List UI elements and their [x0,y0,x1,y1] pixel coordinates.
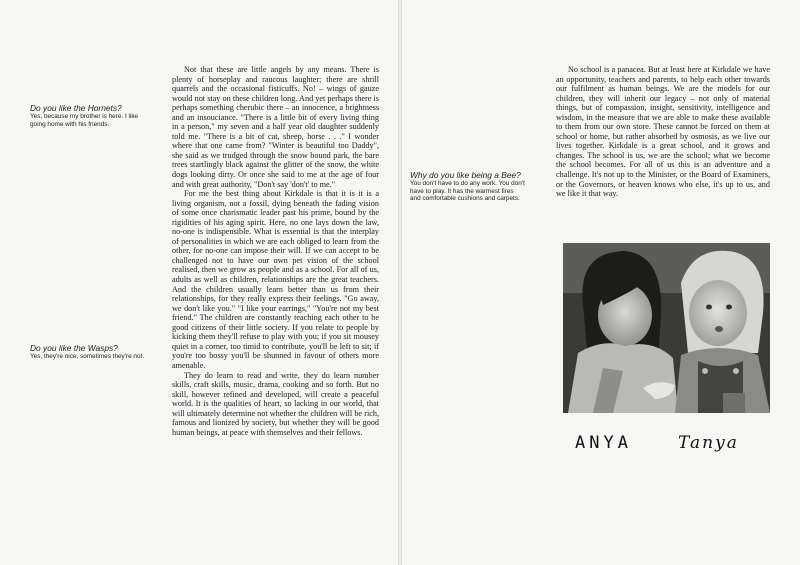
sidebar-hornets [30,103,145,128]
left-body-text [172,65,379,437]
sidebar-question: Do you like the Wasps? [30,343,118,353]
paragraph: No school is a panacea. But at least here at Kirkdale we have an opportunity, teachers and parents, to help each other towards our fulfilment as human beings. We are the models for our children, they will inherit our legacy – not only of material things, but of compassion, insight, sensitivity, intelligence and wisdom, in the measure that we are able to make these available to them from our own store. These cannot be forced on them at school or home, but rather absorbed by osmosis, as we live our lives together. Kirkdale is a great school, and it grows and changes. The school is us, we are the school; what we become the school becomes. For all of us this is an adventure and a challenge. It's not up to the Minister, or the Board of Examiners, or the Governors, or heaven knows who else, it's up to us, and we like it that way. [556,65,770,199]
paragraph: Not that these are little angels by any means. There is plenty of horseplay and raucous laughter; there are shrill quarrels and the occasional fisticuffs. No! – wings of gauze would not stay on these children long. And yet perhaps there is perhaps something cherubic there – an innocence, a brightness and an insouciance. "There is a little bit of every living thing in a person," my seven and a half year old daughter suddenly told me. "There is a bit of cat, sheep, horse . . ." I wonder where that one came from? "Winter is beautiful too Daddy", she said as we trudged through the snow bound park, the bare trees startlingly black against the glitter of the snow, the white dogs looking dirty. Or once she said to me at the age of four and with great authority, "Don't say 'don't' to me." [172,65,379,189]
caption-name-right: Tanya [678,433,739,453]
photo-image [563,243,770,413]
right-body-text [556,65,770,199]
paragraph: For me the best thing about Kirkdale is that it is it is a living organism, not a fossil, dying beneath the fading vision of some once charismatic leader past his prime, bound by the rigidities of his aging spirit. Here, no one lays down the law, no-one is indispensible. What is essential is that the interplay of personalities in which we are each obliged to learn from the other, for no-one can impose their will. If we can accept to be challenged not to have our own pet vision of the school realised, then we grow as people and as a school. For all of us, adults as well as children, relationships are the great teachers. And the children usually learn better than us from their relationships, for they really express their feelings. "Go away, we don't like you." "I like your earrings," "You're not my best friend." The children are constantly teaching each other to be good citizens of their little society. If you relate to people by kicking them they'll refuse to play with you; if you sit mousey quiet in a corner, too timid to contribute, you'll be left to sit; if you're too bossy you'll be shunned in favour of others more amenable. [172,189,379,370]
sidebar-bee [410,170,525,203]
sidebar-question: Do you like the Hornets? [30,103,122,113]
paragraph: They do learn to read and write, they do learn number skills, craft skills, music, drama, cooking and so forth. But no skill, however refined and developed, will create a peaceful world. It is the qualities of heart, so lacking in our world, that will ultimately determine not whether the children will be rich, famous and lionized by society, but whether they will be good human beings, at peace with themselves and their fellows. [172,370,379,437]
sidebar-answer: Yes, they're nice, sometimes they're not. [30,353,145,360]
sidebar-wasps [30,343,145,361]
page-gutter [398,0,402,565]
caption-name-left: ANYA [575,433,632,453]
sidebar-question: Why do you like being a Bee? [410,170,521,180]
children-photo [563,243,770,413]
sidebar-answer: Yes, because my brother is here. I like going home with his friends. [30,113,139,128]
sidebar-answer: You don't have to do any work. You don't have to play. It has the warmest fires and comfortable cushions and carpets. [410,180,525,203]
